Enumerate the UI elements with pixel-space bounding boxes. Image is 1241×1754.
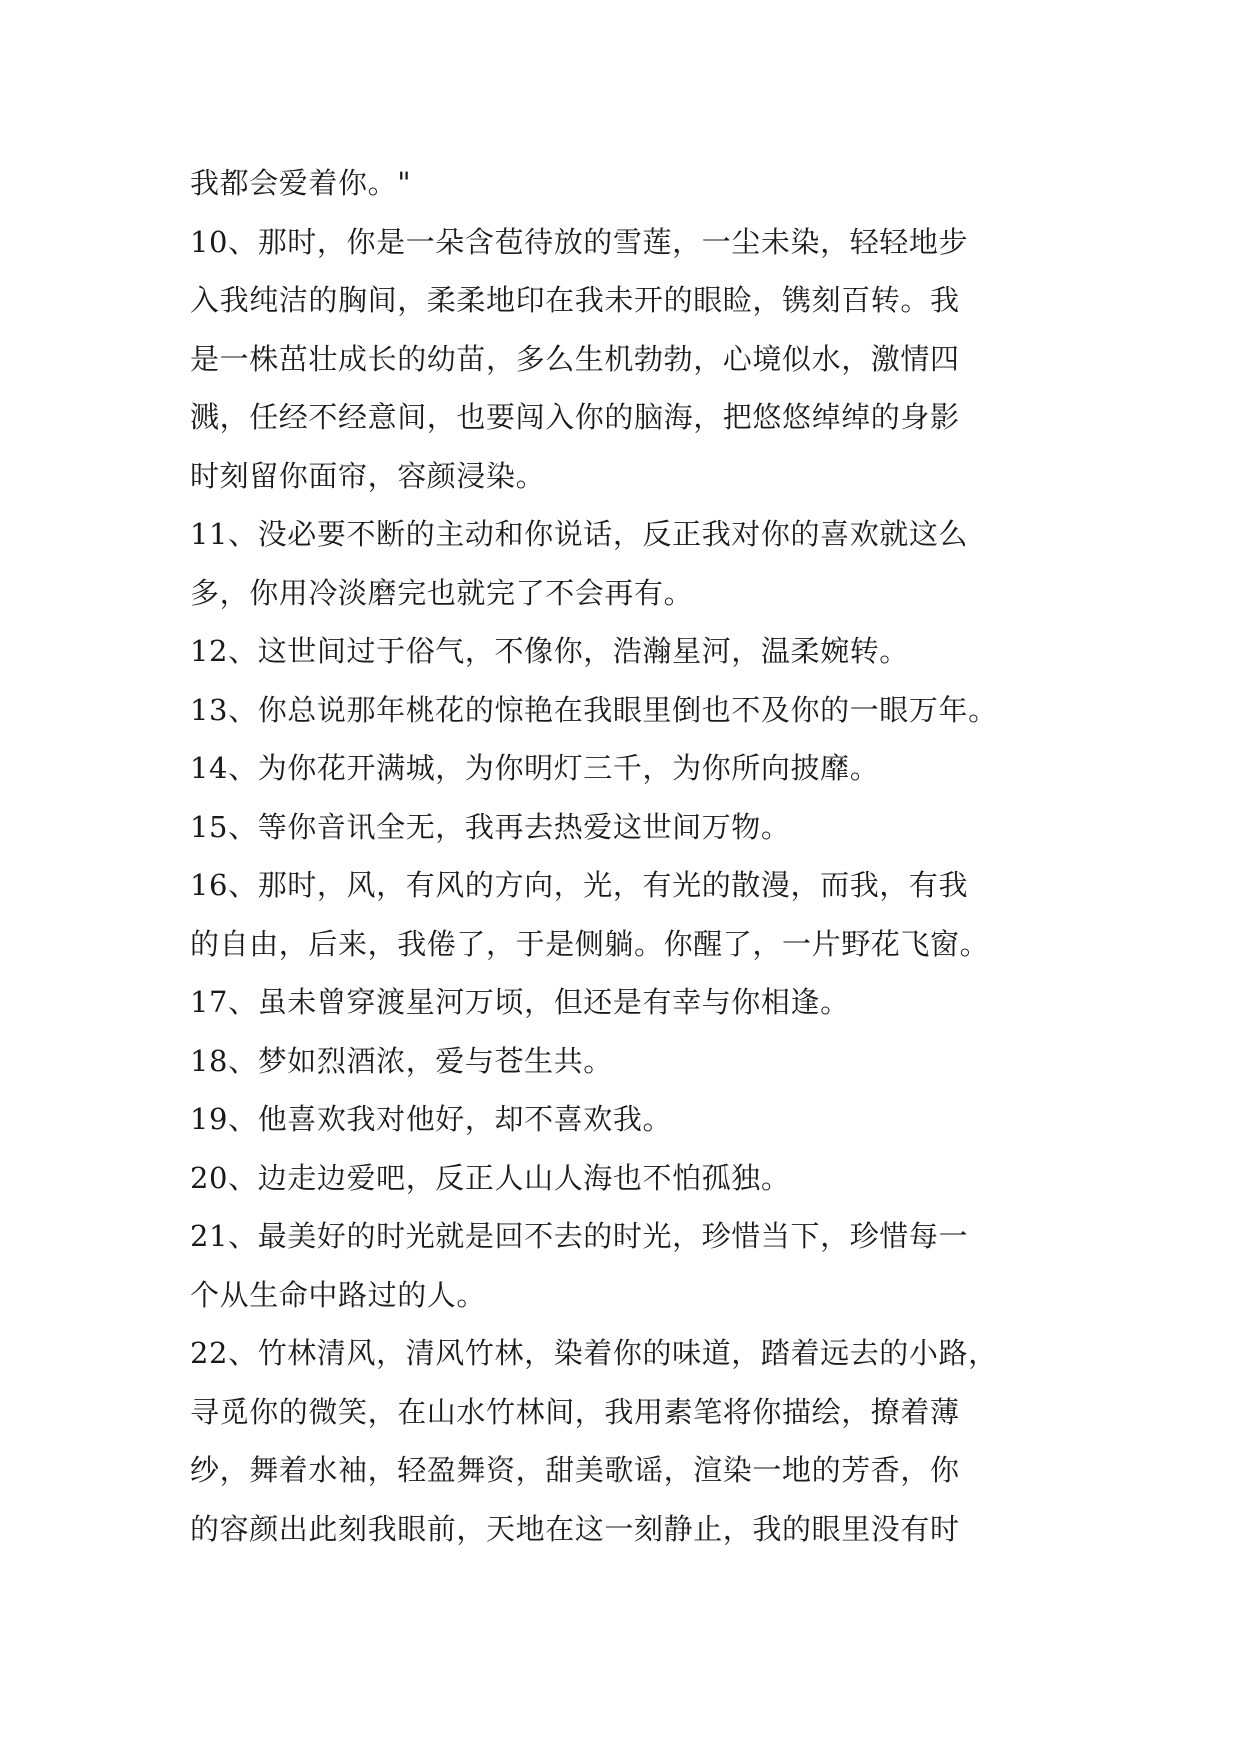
text-line: 15、等你音讯全无，我再去热爱这世间万物。 xyxy=(190,809,791,844)
text-line: 的自由，后来，我倦了，于是侧躺。你醒了，一片野花飞窗。 xyxy=(190,926,990,961)
text-line: 20、边走边爱吧，反正人山人海也不怕孤独。 xyxy=(190,1160,791,1195)
text-line: 多，你用冷淡磨完也就完了不会再有。 xyxy=(190,575,694,610)
text-line: 14、为你花开满城，为你明灯三千，为你所向披靡。 xyxy=(190,751,880,785)
text-line: 18、梦如烈酒浓，爱与苍生共。 xyxy=(190,1043,613,1078)
text-line: 寻觅你的微笑，在山水竹林间，我用素笔将你描绘，撩着薄 xyxy=(190,1394,960,1429)
text-line: 19、他喜欢我对他好，却不喜欢我。 xyxy=(190,1102,673,1136)
text-line: 11、没必要不断的主动和你说话，反正我对你的喜欢就这么 xyxy=(190,517,969,551)
text-line: 入我纯洁的胸间，柔柔地印在我未开的眼睑，镌刻百转。我 xyxy=(190,283,960,317)
text-line: 我都会爱着你。" xyxy=(190,166,412,200)
text-line: 个从生命中路过的人。 xyxy=(190,1277,487,1312)
text-line: 是一株茁壮成长的幼苗，多么生机勃勃，心境似水，激情四 xyxy=(190,341,960,376)
text-line: 21、最美好的时光就是回不去的时光，珍惜当下，珍惜每一 xyxy=(190,1219,969,1253)
text-line: 溅，任经不经意间，也要闯入你的脑海，把悠悠绰绰的身影 xyxy=(190,400,960,434)
text-line: 22、竹林清风，清风竹林，染着你的味道，踏着远去的小路， xyxy=(190,1336,998,1370)
text-line: 13、你总说那年桃花的惊艳在我眼里倒也不及你的一眼万年。 xyxy=(190,692,998,727)
text-line: 16、那时，风，有风的方向，光，有光的散漫，而我，有我 xyxy=(190,868,969,902)
text-line: 时刻留你面帘，容颜浸染。 xyxy=(190,458,546,493)
text-line: 17、虽未曾穿渡星河万顷，但还是有幸与你相逢。 xyxy=(190,985,850,1019)
text-line: 纱，舞着水袖，轻盈舞资，甜美歌谣，渲染一地的芳香，你 xyxy=(190,1453,960,1487)
document-body xyxy=(190,154,1060,1558)
text-line: 12、这世间过于俗气，不像你，浩瀚星河，温柔婉转。 xyxy=(190,634,909,668)
text-line: 10、那时，你是一朵含苞待放的雪莲，一尘未染，轻轻地步 xyxy=(190,224,969,259)
text-line: 的容颜出此刻我眼前，天地在这一刻静止，我的眼里没有时 xyxy=(190,1511,960,1546)
